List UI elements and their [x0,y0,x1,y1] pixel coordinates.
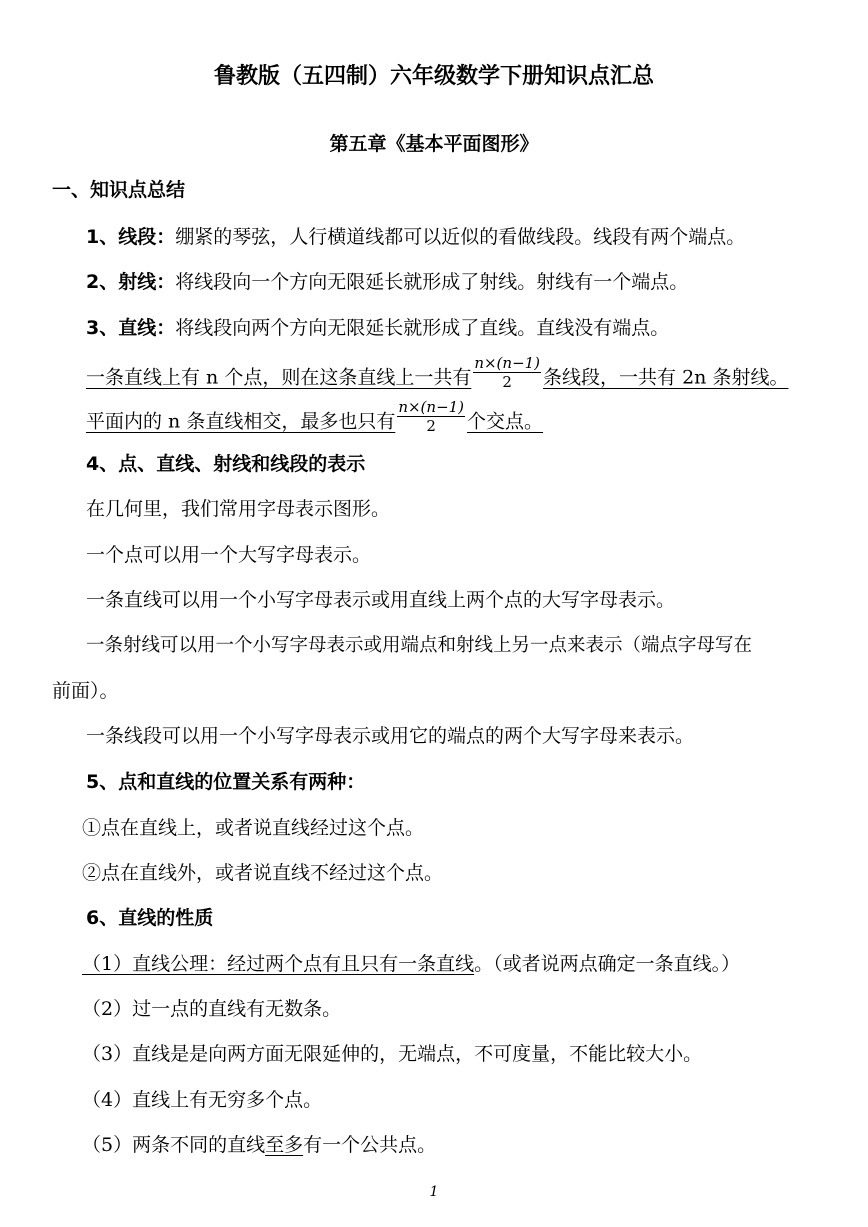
formula-text-before: 一条直线上有 n 个点，则在这条直线上一共有 [86,366,472,389]
paragraph: 一条直线可以用一个小写字母表示或用直线上两个点的大写字母表示。 [86,589,676,611]
item-label: 1、线段： [86,226,176,248]
item-text: 将线段向两个方向无限延长就形成了直线。直线没有端点。 [175,317,670,339]
property-underlined: 至多 [265,1134,304,1156]
property-item [82,1133,436,1157]
list-item: ②点在直线外，或者说直线不经过这个点。 [82,862,444,884]
paragraph: 一条线段可以用一个小写字母表示或用它的端点的两个大写字母来表示。 [86,725,695,747]
item-label: 2、射线： [86,271,176,293]
property-rest: 。（或者说两点确定一条直线。） [474,953,741,975]
property-item [82,952,740,976]
formula-intersections [86,398,544,441]
fraction-denominator: 2 [502,373,512,391]
item-text: 将线段向一个方向无限延长就形成了射线。射线有一个端点。 [175,271,689,293]
paragraph: 一条射线可以用一个小写字母表示或用端点和射线上另一点来表示（端点字母写在 [86,635,753,656]
item-label: 3、直线： [86,317,176,339]
item-straight-line [86,316,669,340]
property-item: （2）过一点的直线有无数条。 [82,998,342,1020]
document-title: 鲁教版（五四制）六年级数学下册知识点汇总 [213,64,654,89]
fraction [473,354,541,391]
formula-text-after: 条线段，一共有 2n 条射线。 [543,366,789,389]
page-number: 1 [429,1184,439,1200]
fraction-numerator: n×(n−1) [474,354,541,372]
item-ray [86,270,688,294]
list-item: ①点在直线上，或者说直线经过这个点。 [82,817,425,839]
fraction-numerator: n×(n−1) [398,398,465,416]
property-item: （3）直线是是向两方面无限延伸的，无端点，不可度量，不能比较大小。 [82,1043,703,1065]
item-heading-position: 5、点和直线的位置关系有两种： [86,771,366,793]
formula-line-segments [86,354,789,397]
section-heading: 一、知识点总结 [52,179,186,201]
item-heading-properties: 6、直线的性质 [86,907,214,929]
property-text-before: （5）两条不同的直线 [82,1134,266,1156]
property-item: （4）直线上有无穷多个点。 [82,1089,323,1111]
paragraph-continuation: 前面）。 [52,680,119,702]
formula-text-after: 个交点。 [467,410,544,433]
item-line-segment [86,225,745,249]
paragraph: 在几何里，我们常用字母表示图形。 [86,498,391,520]
formula-text-before: 平面内的 n 条直线相交，最多也只有 [86,410,396,433]
item-text: 绷紧的琴弦，人行横道线都可以近似的看做线段。线段有两个端点。 [175,226,746,248]
fraction [397,398,465,435]
property-underlined: （1）直线公理：经过两个点有且只有一条直线 [82,953,475,975]
paragraph: 一个点可以用一个大写字母表示。 [86,544,372,566]
property-text-after: 有一个公共点。 [303,1134,437,1156]
item-heading-notation: 4、点、直线、射线和线段的表示 [86,453,366,475]
chapter-heading: 第五章《基本平面图形》 [329,133,539,155]
fraction-denominator: 2 [426,417,436,435]
